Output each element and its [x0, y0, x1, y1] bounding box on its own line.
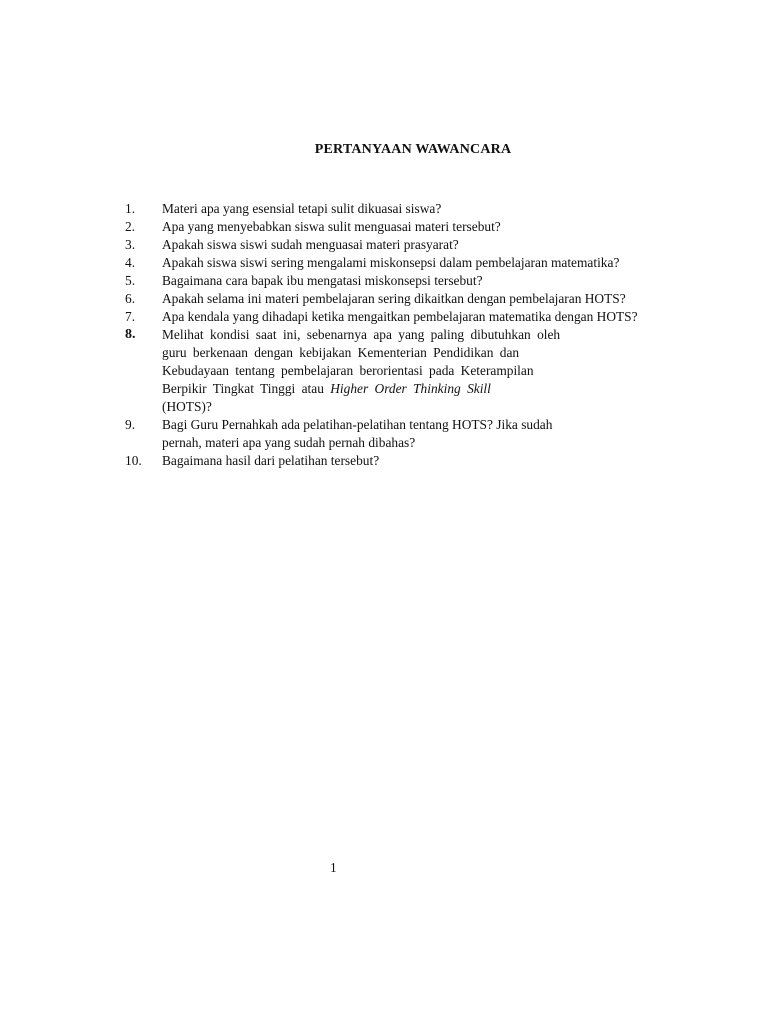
question-text-italic: Higher Order Thinking Skill [330, 381, 491, 396]
question-item [125, 236, 677, 254]
question-number: 10. [125, 453, 142, 468]
question-number: 3. [125, 237, 136, 252]
question-text-line [162, 380, 677, 398]
question-item [125, 254, 677, 272]
question-item [125, 326, 677, 416]
question-item [125, 200, 677, 218]
question-number: 9. [125, 417, 136, 432]
question-number: 8. [125, 327, 136, 342]
question-number: 1. [125, 201, 136, 216]
question-text-line: (HOTS)? [162, 399, 212, 414]
question-number: 2. [125, 219, 136, 234]
question-text: Bagaimana hasil dari pelatihan tersebut? [162, 453, 380, 468]
question-text: Bagaimana cara bapak ibu mengatasi miskonsepsi tersebut? [162, 273, 483, 288]
question-text: Apakah siswa siswi sering mengalami miskonsepsi dalam pembelajaran matematika? [162, 255, 620, 270]
document-title: PERTANYAAN WAWANCARA [314, 142, 512, 157]
question-item [125, 308, 677, 326]
question-number: 6. [125, 291, 136, 306]
page-number: 1 [330, 860, 337, 875]
question-text-line: Kebudayaan tentang pembelajaran berorientasi pada Keterampilan [162, 363, 534, 378]
question-number: 7. [125, 309, 136, 324]
question-item [125, 416, 677, 452]
question-text: Apakah selama ini materi pembelajaran sering dikaitkan dengan pembelajaran HOTS? [162, 291, 626, 306]
question-text-line: Bagi Guru Pernahkah ada pelatihan-pelatihan tentang HOTS? Jika sudah [162, 417, 553, 432]
question-text [162, 326, 677, 416]
question-text-line: pernah, materi apa yang sudah pernah dibahas? [162, 435, 416, 450]
question-item [125, 452, 677, 470]
question-text: Materi apa yang esensial tetapi sulit dikuasai siswa? [162, 201, 442, 216]
question-text: Apa kendala yang dihadapi ketika mengaitkan pembelajaran matematika dengan HOTS? [162, 309, 638, 324]
question-item [125, 290, 677, 308]
question-item [125, 218, 677, 236]
question-text: Apa yang menyebabkan siswa sulit menguasai materi tersebut? [162, 219, 501, 234]
question-list [125, 200, 677, 470]
question-text-line: Melihat kondisi saat ini, sebenarnya apa yang paling dibutuhkan oleh [162, 327, 561, 342]
question-text [162, 416, 677, 452]
question-text: Apakah siswa siswi sudah menguasai materi prasyarat? [162, 237, 459, 252]
question-text-line: guru berkenaan dengan kebijakan Kementerian Pendidikan dan [162, 345, 520, 360]
question-text-prefix: Berpikir Tingkat Tinggi atau [162, 381, 331, 396]
question-number: 4. [125, 255, 136, 270]
question-item [125, 272, 677, 290]
question-number: 5. [125, 273, 136, 288]
